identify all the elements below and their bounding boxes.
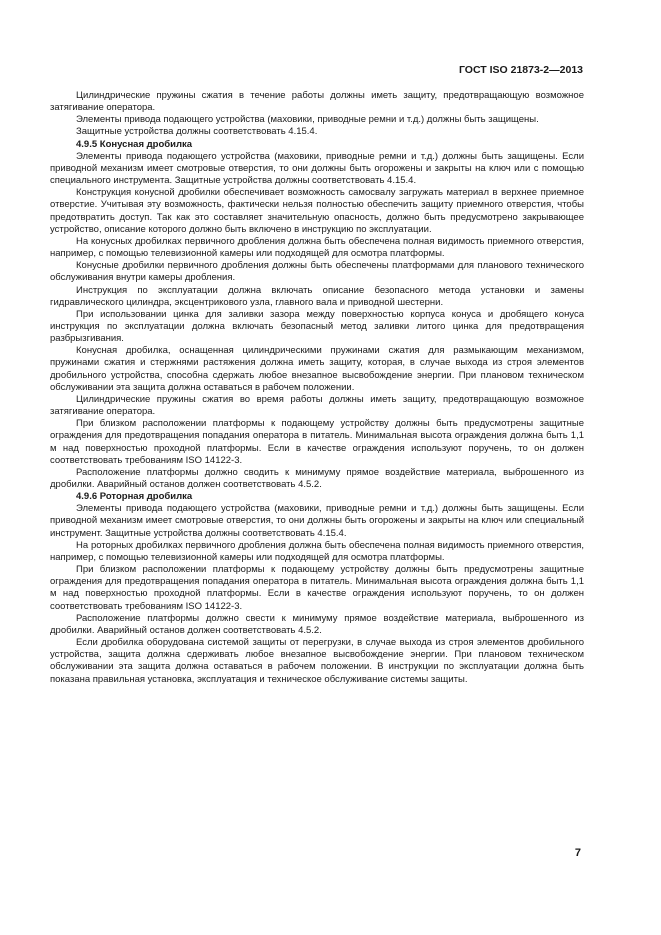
paragraph: Конусные дробилки первичного дробления должны быть обеспечены платформами для планового технического обслуживания внутри камеры дробления. — [50, 260, 584, 284]
paragraph: Элементы привода подающего устройства (маховики, приводные ремни и т.д.) должны быть защищены. Если приводной механизм имеет смотровые отверстия, то они должны быть огорожены и закрыты на ключ или с помощью специального инструмента. Защитные устройства должны соответствовать 4.15.4. — [50, 150, 584, 187]
paragraph: Элементы привода подающего устройства (маховики, приводные ремни и т.д.) должны быть защищены. — [76, 114, 539, 126]
page-number: 7 — [574, 847, 581, 859]
section-heading: 4.9.6 Роторная дробилка — [76, 491, 193, 503]
paragraph: При близком расположении платформы к подающему устройству должны быть предусмотрены защитные ограждения для предотвращения попадания оператора в питатель. Минимальная высота ограждения должна быть 1,1 м над поверхностью проходной платформы. Если в качестве ограждения используют поручень, то он должен соответствовать требованиям ISO 14122-3. — [50, 418, 584, 466]
paragraph: Цилиндрические пружины сжатия в течение работы должны иметь защиту, предотвращающую возможное затягивание оператора. — [50, 90, 584, 114]
paragraph: Защитные устройства должны соответствовать 4.15.4. — [76, 126, 318, 138]
paragraph: Элементы привода подающего устройства (маховики, приводные ремни и т.д.) должны быть защищены. Если приводной механизм имеет смотровые отверстия, то они должны быть огорожены и закрыты на ключ или специальный инструмент. Защитные устройства должны соответствовать 4.15.4. — [50, 503, 584, 539]
paragraph: Расположение платформы должно сводить к минимуму прямое воздействие материала, выброшенного из дробилки. Аварийный останов должен соответствовать 4.5.2. — [50, 466, 584, 490]
document-body — [50, 90, 584, 686]
document-id-header: ГОСТ ISO 21873-2—2013 — [458, 64, 583, 76]
paragraph: Инструкция по эксплуатации должна включать описание безопасного метода установки и замены гидравлического цилиндра, эксцентрикового узла, главного вала и приводной шестерни. — [50, 284, 584, 308]
section-heading: 4.9.5 Конусная дробилка — [76, 138, 193, 150]
paragraph: Цилиндрические пружины сжатия во время работы должны иметь защиту, предотвращающую возможное затягивание оператора. — [50, 393, 584, 418]
paragraph: Расположение платформы должно свести к минимуму прямое воздействие материала, выброшенного из дробилки. Аварийный останов должен соответствовать 4.5.2. — [50, 612, 584, 636]
paragraph: Конструкция конусной дробилки обеспечивает возможность самосвалу загружать материал в верхнее приемное отверстие. Учитывая эту возможность, фактически нельзя полностью обеспечить защиту приемного отверстия, чтобы предотвратить доступ. Так как это составляет значительную опасность, должно быть предусмотрено закрывающее устройство, описание которого должно быть включено в инструкцию по эксплуатации. — [50, 187, 584, 235]
paragraph: Если дробилка оборудована системой защиты от перегрузки, в случае выхода из строя элементов дробильного устройства, защита должна сдерживать любое внезапное высвобождение энергии. При плановом техническом обслуживании эта защита должна оставаться в рабочем положении. В инструкции по эксплуатации должна быть показана правильная установка, эксплуатация и техническое обслуживание системы защиты. — [50, 637, 584, 685]
paragraph: При близком расположении платформы к подающему устройству должны быть предусмотрены защитные ограждения для предотвращения попадания оператора в питатель. Минимальная высота ограждения должна быть 1,1 м над поверхностью проходной платформы. Если в качестве ограждения используют поручень, то он должен соответствовать требованиям ISO 14122-3. — [50, 564, 584, 612]
paragraph: На конусных дробилках первичного дробления должна быть обеспечена полная видимость приемного отверстия, например, с помощью телевизионной камеры или подходящей для осмотра платформы. — [50, 235, 584, 260]
paragraph: Конусная дробилка, оснащенная цилиндрическими пружинами сжатия для размыкающим механизмом, пружинами сжатия и стержнями растяжения должна иметь защиту, которая, в случае выхода из строя элементов дробильного устройства, способна сдержать любое внезапное высвобождение энергии. При плановом техническом обслуживании эта защита должна оставаться в рабочем положении. — [50, 345, 584, 393]
paragraph: При использовании цинка для заливки зазора между поверхностью корпуса конуса и дробящего конуса инструкция по эксплуатации должна включать безопасный метод заливки литого цинка для предотвращения разбрызгивания. — [50, 308, 584, 345]
paragraph: На роторных дробилках первичного дробления должна быть обеспечена полная видимость приемного отверстия, например, с помощью телевизионной камеры или подходящей для осмотра платформы. — [50, 539, 584, 563]
